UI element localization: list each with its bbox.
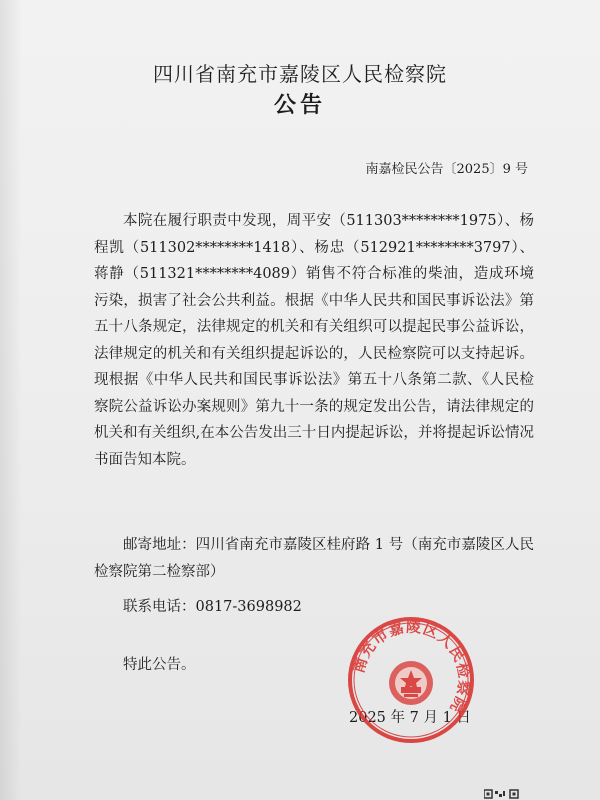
qr-code-icon (484, 788, 520, 800)
closing-statement: 特此公告。 (123, 657, 196, 673)
main-paragraph: 本院在履行职责中发现，周平安（511303********1975）、杨程凯（511302********1418）、杨忠（512921********3797）、蒋静（511321********4089）销售不符合标准的柴油，造成环境污染，损害了社会公共利益。根据《中华人民共和国民事诉讼法》第五十八条规定，法律规定的机关和有关组织可以提起民事公益诉讼，法律规定的机关和有关组织提起诉讼的，人民检察院可以支持起诉。现根据《中华人民共和国民事诉讼法》第五十八条第二款、《人民检察院公益诉讼办案规则》第九十一条的规定发出公告，请法律规定的机关和有关组织,在本公告发出三十日内提起诉讼，并将提起诉讼情况书面告知本院。 (94, 213, 534, 468)
official-seal (346, 615, 476, 745)
document-title: 公告 (273, 93, 326, 118)
page-shadow (0, 0, 22, 800)
mailing-address: 邮寄地址：四川省南充市嘉陵区桂府路 1 号（南充市嘉陵区人民检察院第二检察部） (94, 537, 534, 580)
seal-text: 南充市嘉陵区人民检察院 (349, 617, 474, 717)
contact-phone: 联系电话：0817-3698982 (123, 599, 302, 615)
organization-title: 四川省南充市嘉陵区人民检察院 (153, 62, 447, 86)
document-number: 南嘉检民公告〔2025〕9 号 (365, 162, 528, 177)
issue-date: 2025 年 7 月 1 日 (349, 710, 471, 726)
national-emblem-icon (389, 661, 433, 705)
